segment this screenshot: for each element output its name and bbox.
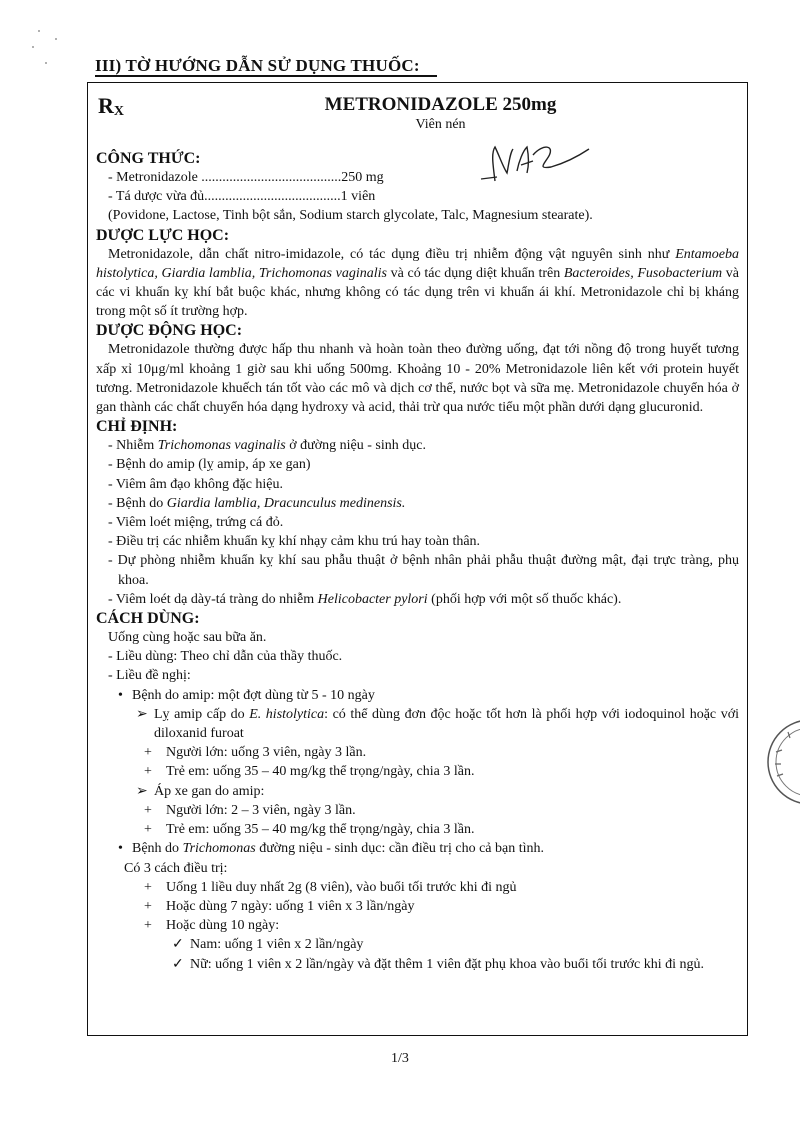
plus-bullet-icon: +: [144, 918, 152, 934]
list-item: • Bệnh do amip: một đợt dùng từ 5 - 10 ngày: [96, 686, 739, 705]
list-item: ✓ Nam: uống 1 viên x 2 lần/ngày: [96, 935, 739, 954]
excipient-line: - Tá dược vừa đủ.......................................1 viên: [108, 189, 376, 205]
usage-line: - Liều dùng: Theo chỉ dẫn của thầy thuốc.: [108, 649, 343, 665]
checkmark-icon: ✓: [172, 937, 184, 953]
section-heading: III) TỜ HƯỚNG DẪN SỬ DỤNG THUỐC:: [95, 56, 420, 75]
partial-stamp: [762, 712, 800, 812]
plus-bullet-icon: +: [144, 879, 152, 895]
indication-item: - Bệnh do amip (lỵ amip, áp xe gan): [108, 457, 311, 473]
bullet-icon: •: [118, 841, 123, 857]
plus-bullet-icon: +: [144, 745, 152, 761]
list-item: ➢ Áp xe gan do amip:: [96, 782, 739, 801]
page-number: 1/3: [391, 1051, 409, 1066]
list-item: + Hoặc dùng 10 ngày:: [96, 916, 739, 935]
indication-item: - Viêm loét dạ dày-tá tràng do nhiễm Helicobacter pylori (phối hợp với một số thuốc khác).: [108, 591, 622, 607]
list-item: Có 3 cách điều trị:: [124, 860, 228, 876]
indication-item: - Bệnh do Giardia lamblia, Dracunculus medinensis.: [108, 495, 406, 511]
cach-dung-heading: CÁCH DÙNG:: [96, 610, 200, 628]
plus-bullet-icon: +: [144, 764, 152, 780]
chi-dinh-heading: CHỈ ĐỊNH:: [96, 418, 178, 436]
duoc-luc-hoc-text: Metronidazole, dẫn chất nitro-imidazole, có tác dụng điều trị nhiễm động vật nguyên sinh như Entamoeba histolytica, Giardia lamblia, Trichomonas vaginalis và có tác dụng diệt khuẩn trên Bacteroides, Fusobacterium và các vi khuẩn kỵ khí bắt buộc khác, nhưng không có tác dụng trên vi khuẩn ái khí. Metronidazole chỉ bị kháng trong một số ít trường hợp.: [96, 246, 739, 320]
indication-item: - Viêm âm đạo không đặc hiệu.: [108, 476, 284, 492]
list-item: ✓ Nữ: uống 1 viên x 2 lần/ngày và đặt thêm 1 viên đặt phụ khoa vào buổi tối trước khi đi ngủ.: [96, 955, 739, 974]
leaflet-content: [96, 149, 739, 974]
list-item: ➢ Lỵ amip cấp do E. histolytica: có thể dùng đơn độc hoặc tốt hơn là phối hợp với iodoquinol hoặc với diloxanid furoat: [96, 705, 739, 743]
usage-line: - Liều đề nghị:: [108, 668, 191, 684]
plus-bullet-icon: +: [144, 802, 152, 818]
indication-item: - Điều trị các nhiễm khuẩn kỵ khí nhạy cảm khu trú hay toàn thân.: [108, 534, 481, 550]
usage-line: Uống cùng hoặc sau bữa ăn.: [108, 630, 267, 646]
indication-item: - Dự phòng nhiễm khuẩn kỵ khí sau phẫu thuật ở bệnh nhân phải phẫu thuật đường mật, đại trực tràng, phụ khoa.: [108, 553, 739, 588]
plus-bullet-icon: +: [144, 822, 152, 838]
rx-symbol: $R_X$: [98, 93, 125, 119]
excipient-list: (Povidone, Lactose, Tinh bột sắn, Sodium starch glycolate, Talc, Magnesium stearate).: [108, 208, 593, 224]
drug-title: METRONIDAZOLE 250mg: [324, 94, 557, 115]
list-item: + Người lớn: uống 3 viên, ngày 3 lần.: [96, 743, 739, 762]
arrow-bullet-icon: ➢: [136, 706, 148, 722]
list-item: + Trẻ em: uống 35 – 40 mg/kg thể trọng/ngày, chia 3 lần.: [96, 762, 739, 781]
heading-underline: [95, 75, 437, 77]
indication-item: - Nhiễm Trichomonas vaginalis ở đường niệu - sinh dục.: [108, 438, 426, 454]
plus-bullet-icon: +: [144, 898, 152, 914]
list-item: + Người lớn: 2 – 3 viên, ngày 3 lần.: [96, 801, 739, 820]
leaflet-box: [87, 82, 748, 1036]
ingredient-line: - Metronidazole ........................................250 mg: [108, 170, 384, 185]
duoc-luc-hoc-heading: DƯỢC LỰC HỌC:: [96, 226, 230, 244]
arrow-bullet-icon: ➢: [136, 783, 148, 799]
list-item: + Uống 1 liều duy nhất 2g (8 viên), vào buổi tối trước khi đi ngủ: [96, 878, 739, 897]
cong-thuc-heading: CÔNG THỨC:: [96, 150, 201, 167]
duoc-dong-hoc-heading: DƯỢC ĐỘNG HỌC:: [96, 322, 243, 340]
list-item: + Trẻ em: uống 35 – 40 mg/kg thể trọng/ngày, chia 3 lần.: [96, 820, 739, 839]
list-item: + Hoặc dùng 7 ngày: uống 1 viên x 3 lần/ngày: [96, 897, 739, 916]
drug-form: Viên nén: [415, 117, 466, 132]
duoc-dong-hoc-text: Metronidazole thường được hấp thu nhanh và hoàn toàn theo đường uống, đạt tới nồng độ trong huyết tương xấp xỉ 10μg/ml khoảng 1 giờ sau khi uống 500mg. Khoảng 10 - 20% Metronidazole liên kết với protein huyết tương. Metronidazole khuếch tán tốt vào các mô và dịch cơ thể, nước bọt và sữa mẹ. Metronidazole chuyển hóa ở gan thành các chất chuyển hóa dạng hydroxy và acid, thải trừ qua nước tiểu một phần dưới dạng glucuronid.: [96, 342, 739, 416]
checkmark-icon: ✓: [172, 956, 184, 972]
indication-item: - Viêm loét miệng, trứng cá đỏ.: [108, 515, 284, 531]
list-item: • Bệnh do Trichomonas đường niệu - sinh dục: cần điều trị cho cả bạn tình.: [96, 839, 739, 858]
bullet-icon: •: [118, 687, 123, 703]
